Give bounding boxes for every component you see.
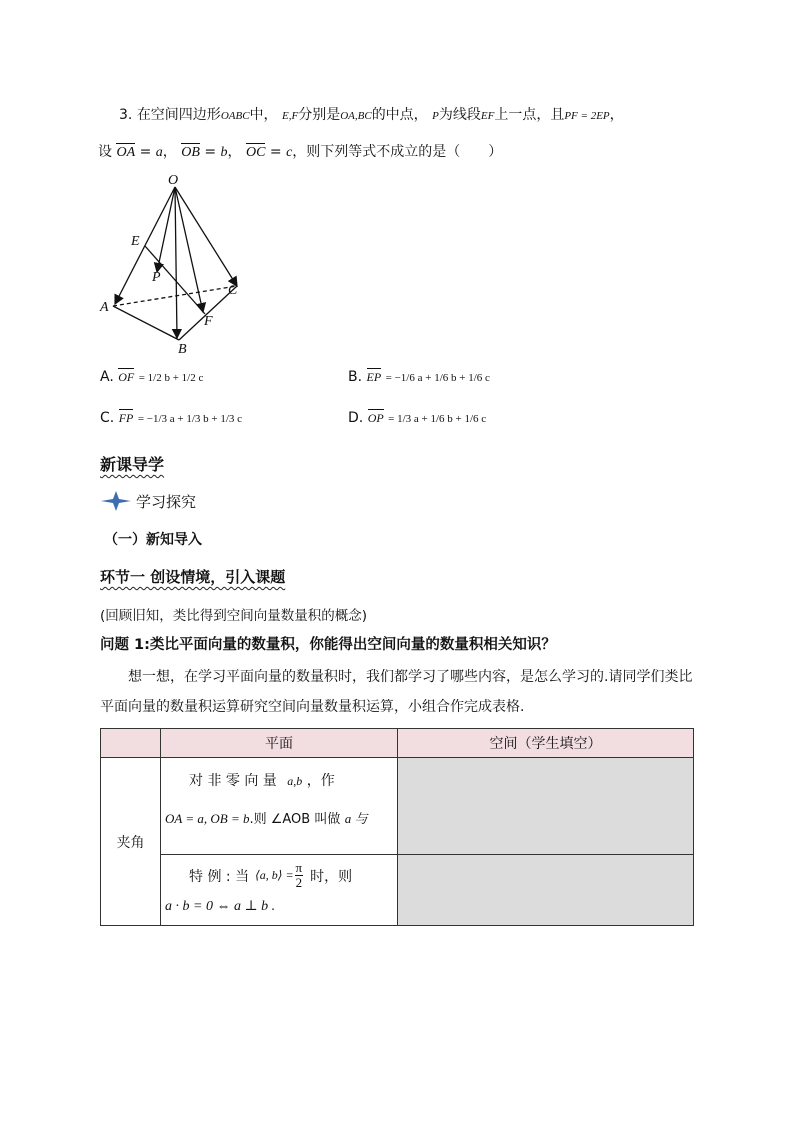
edge-AB — [113, 306, 179, 340]
label-B: B — [178, 342, 187, 357]
plane-cell-special: 特 例 : 当 ⟨a, b⟩ = $\frac{\pi}{2}$ 时，则 a · b = 0 ⇔ a ⊥ b . — [161, 855, 398, 926]
edge-OA — [115, 187, 175, 304]
comparison-table — [100, 728, 694, 926]
table-header-row — [101, 729, 694, 758]
option-C: C. FP = −1/3 a + 1/3 b + 1/3 c — [100, 410, 243, 426]
note-text: (回顾旧知，类比得到空间向量数量积的概念) — [100, 608, 368, 624]
orthogonal-condition: a · b = 0 ⇔ a ⊥ b . — [165, 899, 276, 914]
label-P: P — [152, 270, 161, 285]
edge-OB — [175, 187, 177, 338]
table-row-special — [101, 855, 694, 926]
table-row-angle — [101, 758, 694, 855]
edge-OP — [157, 187, 175, 272]
subsection-title: （一）新知导入 — [104, 532, 202, 548]
label-E: E — [131, 234, 140, 249]
tetrahedron-figure — [95, 168, 255, 358]
label-O: O — [168, 173, 179, 188]
section-title: 新课导学 — [100, 455, 165, 474]
link-title: 环节一 创设情境，引入课题 — [100, 568, 286, 586]
header-cell-plane: 平面 — [161, 729, 398, 758]
problem-1: 问题 1:类比平面向量的数量积，你能得出空间向量的数量积相关知识？ — [100, 637, 556, 653]
row-label-angle: 夹角 — [101, 758, 161, 926]
option-B: B. EP = −1/6 a + 1/6 b + 1/6 c — [348, 369, 490, 385]
space-cell-special-blank[interactable] — [398, 855, 694, 926]
plane-cell-definition: 对 非 零 向 量 a,b ，作 OA = a, OB = b.则 ∠AOB 叫做 a 与 — [161, 758, 398, 855]
option-A: A. OF = 1/2 b + 1/2 c — [100, 369, 204, 385]
edge-OC — [175, 187, 237, 286]
paragraph: 想一想，在学习平面向量的数量积时，我们都学习了哪些内容，是怎么学习的.请同学们类比平面向量的数量积运算研究空间向量数量积运算，小组合作完成表格. — [100, 669, 693, 715]
option-D: D. OP = 1/3 a + 1/6 b + 1/6 c — [348, 410, 487, 426]
header-cell-empty — [101, 729, 161, 758]
label-C: C — [228, 283, 238, 298]
header-cell-space: 空间（学生填空） — [398, 729, 694, 758]
four-point-star-icon — [100, 490, 132, 512]
label-A: A — [100, 300, 109, 315]
question-line-2: 设 OA = a， OB = b， OC = c，则下列等式不成立的是（ ） — [98, 144, 503, 160]
question-line-1: 3. 在空间四边形OABC中， E,F分别是OA,BC的中点， P为线段EF上一点，且PF = 2EP， — [119, 107, 624, 123]
label-F: F — [204, 314, 213, 329]
space-cell-definition-blank[interactable] — [398, 758, 694, 855]
explore-heading: 学习探究 — [100, 490, 196, 512]
